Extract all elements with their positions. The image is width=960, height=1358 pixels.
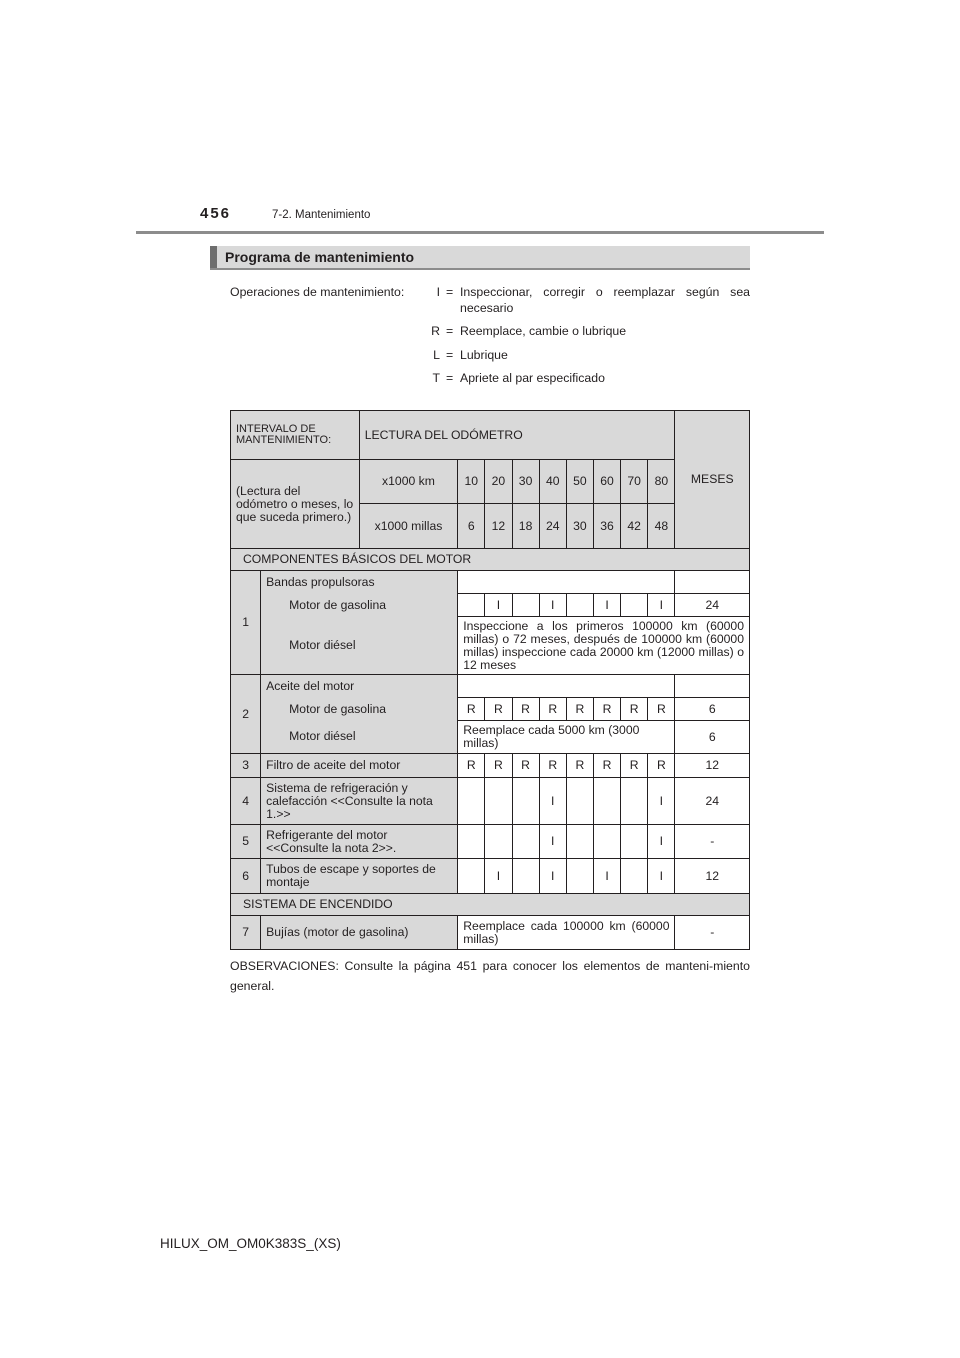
months-value: - <box>675 916 750 950</box>
reading-note: (Lectura del odómetro o meses, lo que suceda primero.) <box>231 460 360 549</box>
section-row <box>231 549 750 571</box>
item-name: Sistema de refrigeración y calefacción <<Consulte la nota 1.>> <box>261 778 458 825</box>
odometer-label: LECTURA DEL ODÓMETRO <box>359 411 675 460</box>
interval-label: INTERVALO DE MANTENIMIENTO: <box>231 411 360 460</box>
km-label: x1000 km <box>359 460 458 504</box>
miles-value: 12 <box>485 504 512 549</box>
table-row: 3 Filtro de aceite del motor R R R R R R R R 12 <box>231 754 750 778</box>
km-value: 40 <box>539 460 566 504</box>
maintenance-table <box>230 410 750 950</box>
table-row: Motor de gasolina R R R R R R R R 6 <box>231 698 750 721</box>
item-name: Filtro de aceite del motor <box>261 754 458 778</box>
section-label: 7-2. Mantenimiento <box>272 209 371 221</box>
sub-item-label: Motor de gasolina <box>261 594 458 617</box>
header-rule <box>136 231 824 234</box>
months-value: 12 <box>675 859 750 894</box>
section-marker <box>210 246 217 268</box>
page-number: 456 <box>200 205 232 222</box>
table-row <box>231 617 750 675</box>
months-value: 24 <box>675 594 750 617</box>
sub-item-label: Motor de gasolina <box>261 698 458 721</box>
km-value: 10 <box>458 460 485 504</box>
table-header-row <box>231 460 750 504</box>
footer-code: HILUX_OM_OM0K383S_(XS) <box>160 1236 341 1251</box>
miles-value: 6 <box>458 504 485 549</box>
km-value: 70 <box>621 460 648 504</box>
section-ignition: SISTEMA DE ENCENDIDO <box>231 894 750 916</box>
km-value: 50 <box>566 460 593 504</box>
miles-value: 30 <box>566 504 593 549</box>
item-name: Bandas propulsoras <box>261 571 458 594</box>
item-number: 2 <box>231 675 261 754</box>
months-value: 6 <box>675 698 750 721</box>
diesel-text: Reemplace cada 5000 km (3000 millas) <box>458 721 675 754</box>
km-value: 60 <box>593 460 620 504</box>
section-engine: COMPONENTES BÁSICOS DEL MOTOR <box>231 549 750 571</box>
table-header-row <box>231 411 750 460</box>
km-value: 80 <box>648 460 675 504</box>
item-number: 3 <box>231 754 261 778</box>
miles-value: 18 <box>512 504 539 549</box>
operations-label: Operaciones de mantenimiento: <box>230 285 405 299</box>
miles-value: 24 <box>539 504 566 549</box>
table-row: 6 Tubos de escape y soportes de montaje I I I I 12 <box>231 859 750 894</box>
diesel-text: Inspeccione a los primeros 100000 km (60000 millas) o 72 meses, después de 100000 km (60000 millas) inspeccione cada 20000 km (12000 millas) o 12 meses <box>458 617 750 675</box>
page-header <box>0 0 960 240</box>
months-label: MESES <box>675 411 750 549</box>
table-row <box>231 571 750 594</box>
table-row <box>231 721 750 754</box>
months-value: 12 <box>675 754 750 778</box>
months-value: - <box>675 825 750 859</box>
item-name: Tubos de escape y soportes de montaje <box>261 859 458 894</box>
table-row <box>231 916 750 950</box>
item-number: 1 <box>231 571 261 675</box>
item-number: 4 <box>231 778 261 825</box>
miles-value: 48 <box>648 504 675 549</box>
table-row <box>231 675 750 698</box>
item-name: Aceite del motor <box>261 675 458 698</box>
item-number: 6 <box>231 859 261 894</box>
months-value: 6 <box>675 721 750 754</box>
item-number: 7 <box>231 916 261 950</box>
months-value: 24 <box>675 778 750 825</box>
sub-item-label: Motor diésel <box>261 617 458 675</box>
km-value: 20 <box>485 460 512 504</box>
sub-item-label: Motor diésel <box>261 721 458 754</box>
table-row: Motor de gasolina I I I I 24 <box>231 594 750 617</box>
miles-label: x1000 millas <box>359 504 458 549</box>
item-name: Bujías (motor de gasolina) <box>261 916 458 950</box>
table-row: 5 Refrigerante del motor <<Consulte la nota 2>>. I I - <box>231 825 750 859</box>
item-number: 5 <box>231 825 261 859</box>
item7-text: Reemplace cada 100000 km (60000 millas) <box>458 916 675 950</box>
miles-value: 42 <box>621 504 648 549</box>
section-title: Programa de mantenimiento <box>225 249 415 265</box>
item-name: Refrigerante del motor <<Consulte la nota 2>>. <box>261 825 458 859</box>
section-title-bar <box>210 246 750 270</box>
km-value: 30 <box>512 460 539 504</box>
table-row: 4 Sistema de refrigeración y calefacción <<Consulte la nota 1.>> I I 24 <box>231 778 750 825</box>
notes-text: OBSERVACIONES: Consulte la página 451 para conocer los elementos de manteni-miento general. <box>230 959 750 993</box>
miles-value: 36 <box>593 504 620 549</box>
section-row <box>231 894 750 916</box>
